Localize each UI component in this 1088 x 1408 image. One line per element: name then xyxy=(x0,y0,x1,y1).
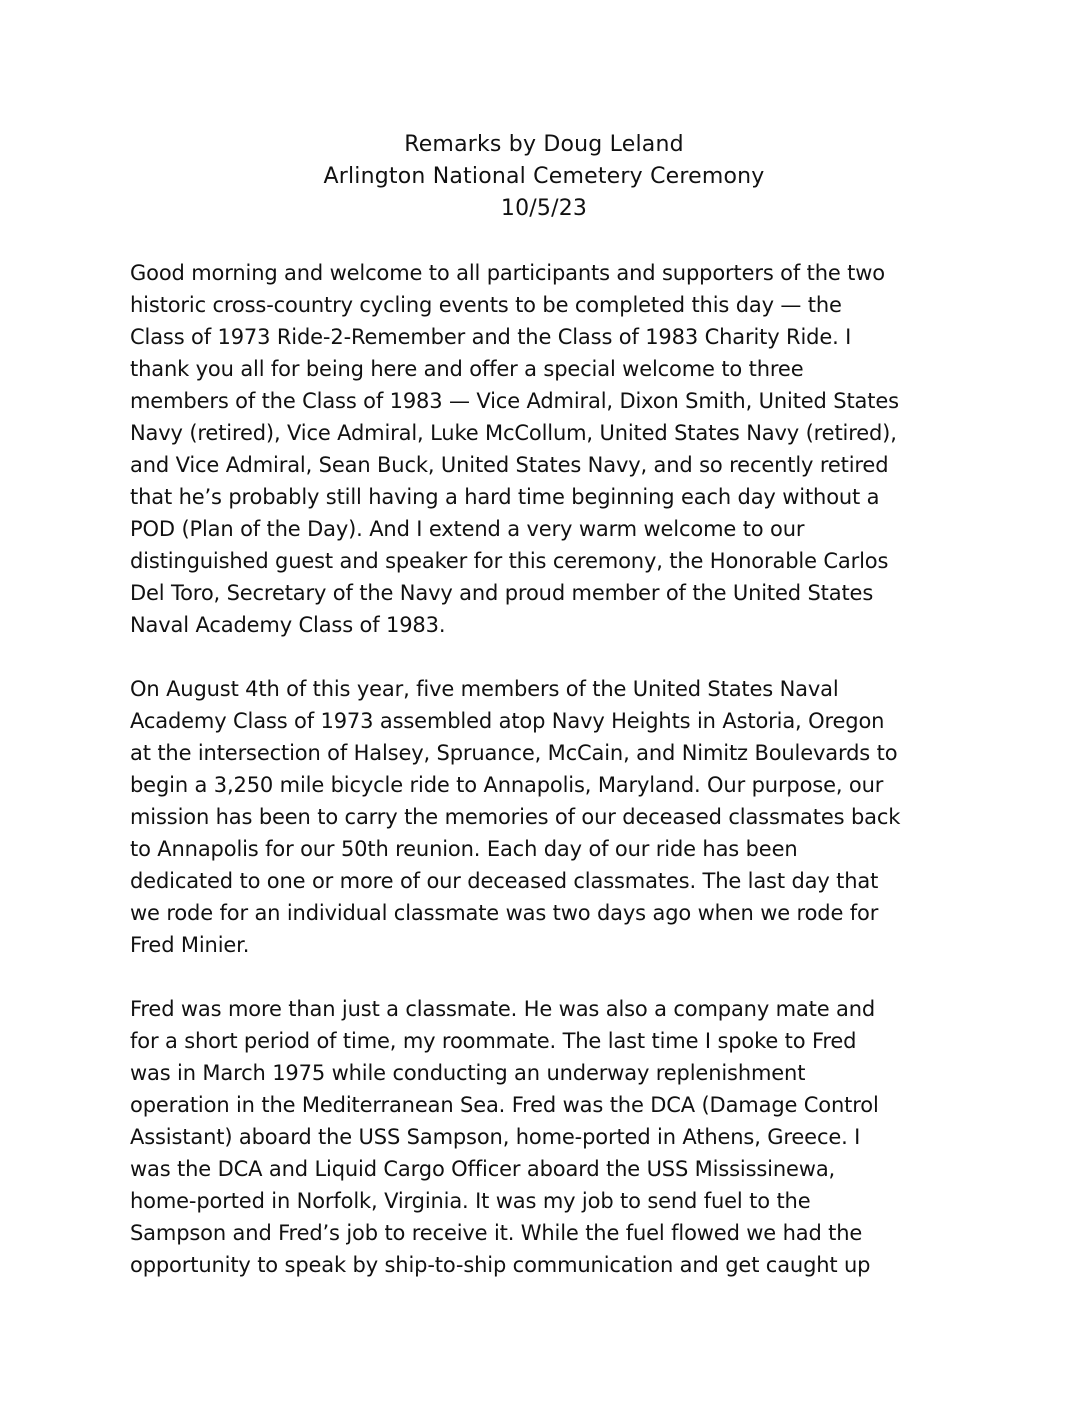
text-line: Navy (retired), Vice Admiral, Luke McCollum, United States Navy (retired), xyxy=(130,421,897,445)
paragraph-ride-mission xyxy=(130,673,970,961)
text-line: opportunity to speak by ship-to-ship communication and get caught up xyxy=(130,1253,871,1277)
text-line: historic cross-country cycling events to be completed this day — the xyxy=(130,293,842,317)
text-line: On August 4th of this year, five members of the United States Naval xyxy=(130,677,839,701)
text-line: Class of 1973 Ride-2-Remember and the Class of 1983 Charity Ride. I xyxy=(130,325,852,349)
text-line: was the DCA and Liquid Cargo Officer aboard the USS Mississinewa, xyxy=(130,1157,836,1181)
paragraph-welcome xyxy=(130,257,970,641)
text-line: and Vice Admiral, Sean Buck, United States Navy, and so recently retired xyxy=(130,453,889,477)
text-line: to Annapolis for our 50th reunion. Each day of our ride has been xyxy=(130,837,798,861)
event-name: Arlington National Cemetery Ceremony xyxy=(323,164,765,189)
text-line: was in March 1975 while conducting an underway replenishment xyxy=(130,1061,806,1085)
paragraph-fred-minier xyxy=(130,993,970,1281)
text-line: we rode for an individual classmate was two days ago when we rode for xyxy=(130,901,879,925)
text-line: Fred Minier. xyxy=(130,933,250,957)
text-line: mission has been to carry the memories of our deceased classmates back xyxy=(130,805,901,829)
text-line: Good morning and welcome to all participants and supporters of the two xyxy=(130,261,885,285)
document-body xyxy=(130,257,970,1313)
text-line: operation in the Mediterranean Sea. Fred was the DCA (Damage Control xyxy=(130,1093,879,1117)
text-line: dedicated to one or more of our deceased classmates. The last day that xyxy=(130,869,879,893)
text-line: for a short period of time, my roommate. The last time I spoke to Fred xyxy=(130,1029,857,1053)
text-line: begin a 3,250 mile bicycle ride to Annapolis, Maryland. Our purpose, our xyxy=(130,773,884,797)
text-line: Naval Academy Class of 1983. xyxy=(130,613,446,637)
document-title: Remarks by Doug Leland xyxy=(404,132,684,157)
text-line: members of the Class of 1983 — Vice Admiral, Dixon Smith, United States xyxy=(130,389,899,413)
text-line: Fred was more than just a classmate. He was also a company mate and xyxy=(130,997,876,1021)
text-line: that he’s probably still having a hard time beginning each day without a xyxy=(130,485,880,509)
text-line: Assistant) aboard the USS Sampson, home-ported in Athens, Greece. I xyxy=(130,1125,861,1149)
text-line: Academy Class of 1973 assembled atop Navy Heights in Astoria, Oregon xyxy=(130,709,885,733)
document-header xyxy=(0,129,1088,225)
text-line: distinguished guest and speaker for this ceremony, the Honorable Carlos xyxy=(130,549,889,573)
text-line: POD (Plan of the Day). And I extend a very warm welcome to our xyxy=(130,517,805,541)
text-line: at the intersection of Halsey, Spruance, McCain, and Nimitz Boulevards to xyxy=(130,741,898,765)
document-date: 10/5/23 xyxy=(500,196,588,221)
text-line: thank you all for being here and offer a special welcome to three xyxy=(130,357,804,381)
text-line: home-ported in Norfolk, Virginia. It was my job to send fuel to the xyxy=(130,1189,811,1213)
text-line: Del Toro, Secretary of the Navy and proud member of the United States xyxy=(130,581,874,605)
text-line: Sampson and Fred’s job to receive it. While the fuel flowed we had the xyxy=(130,1221,863,1245)
